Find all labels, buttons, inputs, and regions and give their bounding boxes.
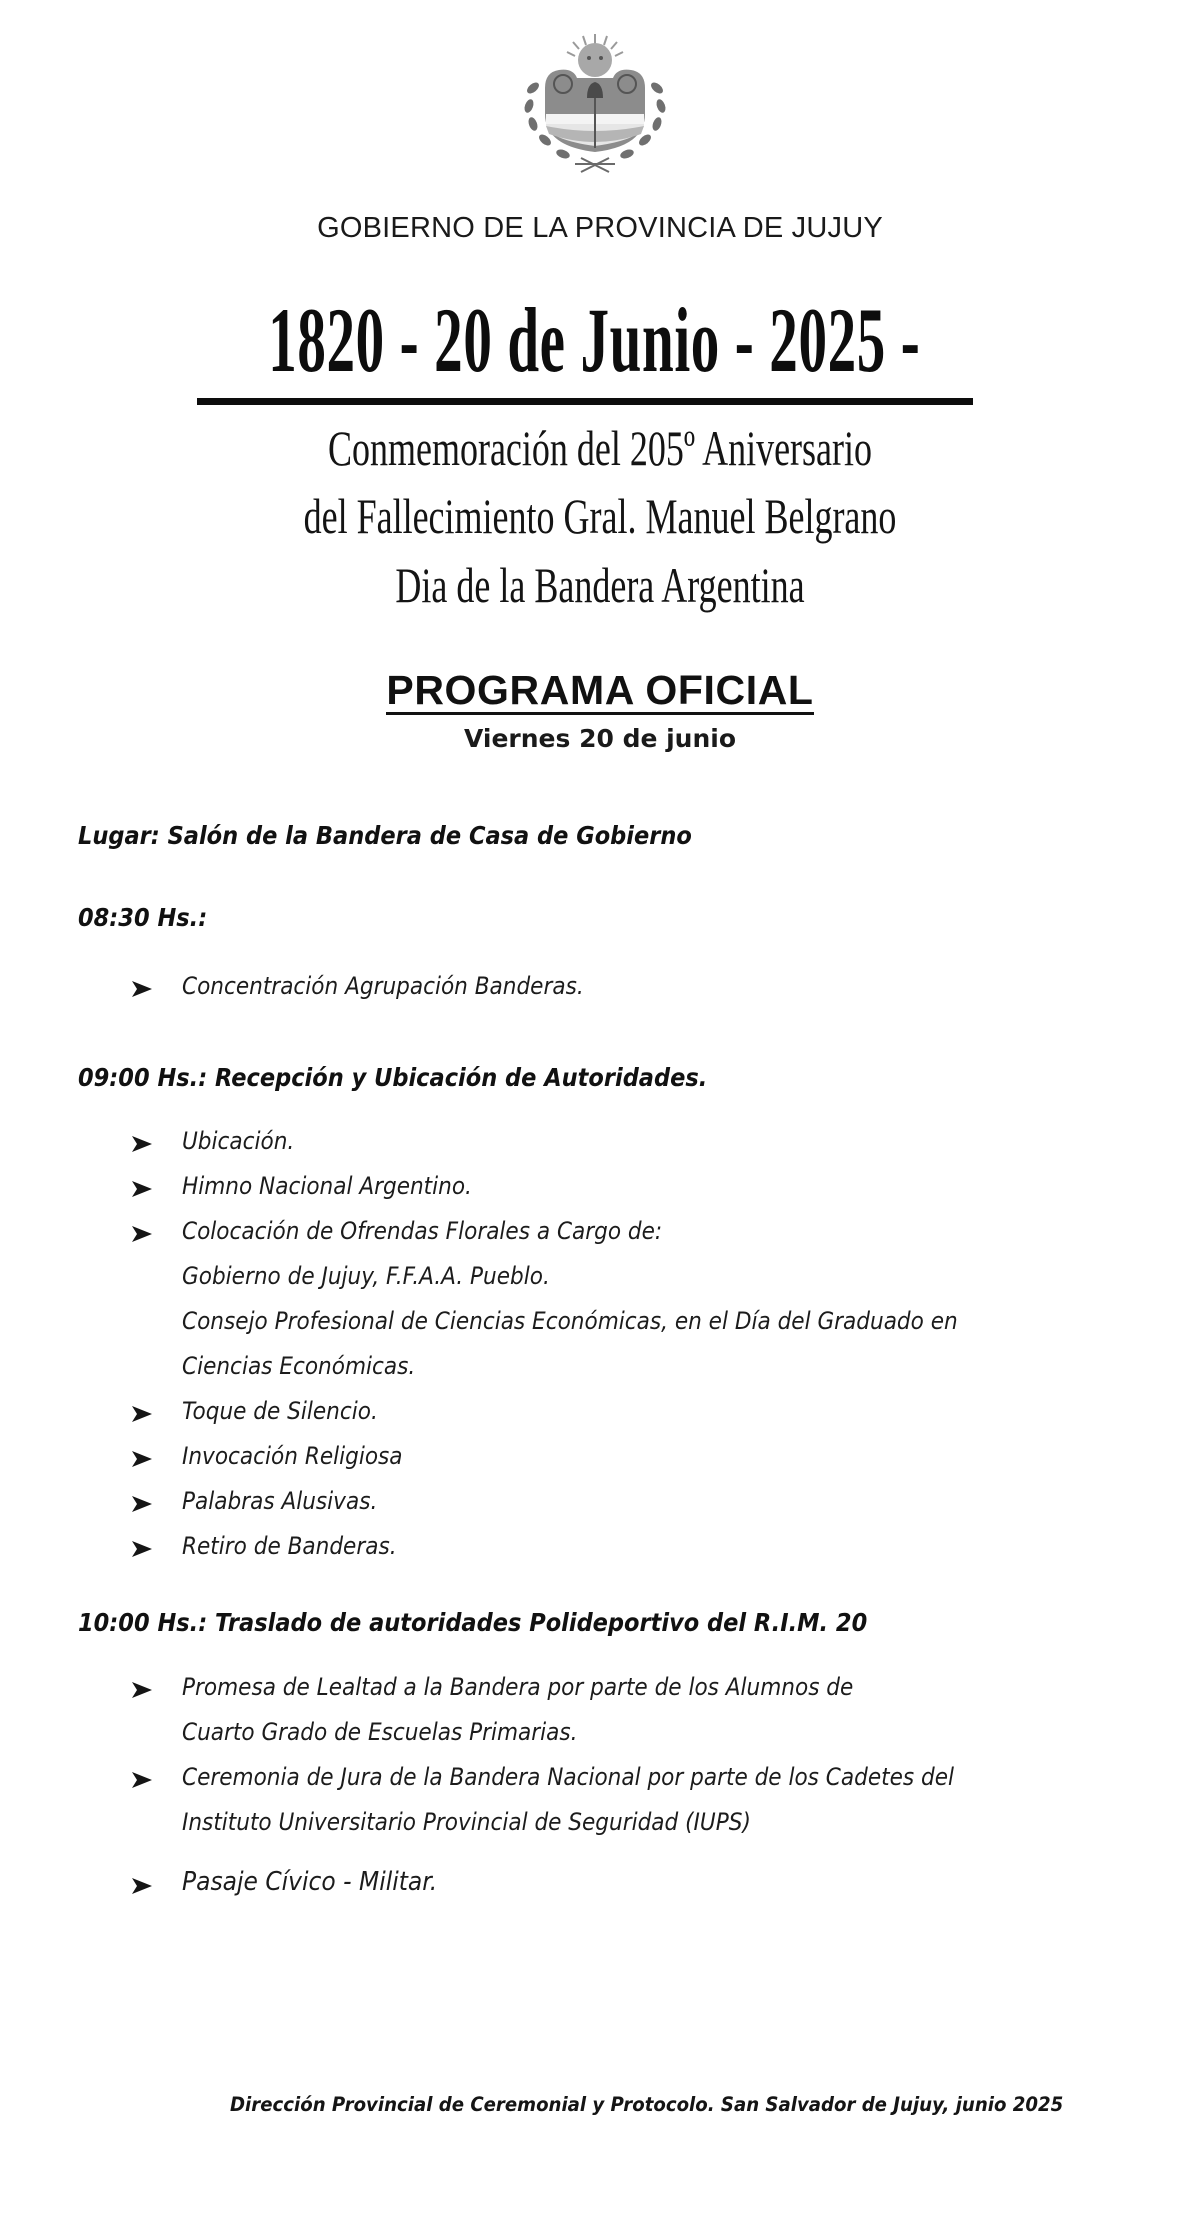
arrowhead-bullet-icon [131,1540,153,1558]
list-item: Invocación Religiosa [182,1442,403,1470]
list-item: Himno Nacional Argentino. [182,1172,472,1200]
section-heading-1000: 10:00 Hs.: Traslado de autoridades Polideportivo del R.I.M. 20 [78,1608,868,1637]
subtitle-line-2: del Fallecimiento Gral. Manuel Belgrano [303,488,897,544]
list-item: Promesa de Lealtad a la Bandera por parte de los Alumnos de [182,1673,854,1701]
event-date-title: 1820 - 20 de Junio - 2025 - [268,289,921,391]
program-date: Viernes 20 de junio [463,724,737,753]
location-line: Lugar: Salón de la Bandera de Casa de Gobierno [78,821,692,850]
arrowhead-bullet-icon [131,1450,153,1468]
list-item: Toque de Silencio. [182,1397,378,1425]
arrowhead-bullet-icon [131,1180,153,1198]
arrowhead-bullet-icon [131,1877,153,1895]
section-heading-0900: 09:00 Hs.: Recepción y Ubicación de Autoridades. [78,1063,708,1092]
subtitle-line-3: Dia de la Bandera Argentina [395,557,805,613]
list-item: Colocación de Ofrendas Florales a Cargo de: [182,1217,663,1245]
list-item: Pasaje Cívico - Militar. [182,1867,438,1897]
government-name: GOBIERNO DE LA PROVINCIA DE JUJUY [317,212,883,244]
list-item-continuation: Gobierno de Jujuy, F.F.A.A. Pueblo. [182,1262,550,1290]
list-item-continuation: Consejo Profesional de Ciencias Económicas, en el Día del Graduado en [182,1307,958,1335]
list-item-continuation: Cuarto Grado de Escuelas Primarias. [182,1718,578,1746]
footer-signature: Dirección Provincial de Ceremonial y Protocolo. San Salvador de Jujuy, junio 2025 [230,2093,1064,2116]
program-heading [0,668,1200,715]
arrowhead-bullet-icon [131,1495,153,1513]
coat-of-arms-emblem [515,28,675,176]
list-item: Palabras Alusivas. [182,1487,378,1515]
arrowhead-bullet-icon [131,1405,153,1423]
list-item: Ubicación. [182,1127,295,1155]
list-item: Concentración Agrupación Banderas. [182,972,584,1000]
list-item-continuation: Ciencias Económicas. [182,1352,416,1380]
list-item-continuation: Instituto Universitario Provincial de Seguridad (IUPS) [182,1808,751,1836]
arrowhead-bullet-icon [131,1771,153,1789]
arrowhead-bullet-icon [131,1135,153,1153]
program-heading-text: PROGRAMA OFICIAL [386,667,814,713]
section-heading-0830: 08:30 Hs.: [78,903,208,932]
emblem-icon [515,28,675,176]
arrowhead-bullet-icon [131,1225,153,1243]
title-underline-divider [197,398,973,405]
arrowhead-bullet-icon [131,1681,153,1699]
list-item: Ceremonia de Jura de la Bandera Nacional por parte de los Cadetes del [182,1763,955,1791]
subtitle-line-1: Conmemoración del 205º Aniversario [327,420,873,476]
arrowhead-bullet-icon [131,980,153,998]
list-item: Retiro de Banderas. [182,1532,397,1560]
